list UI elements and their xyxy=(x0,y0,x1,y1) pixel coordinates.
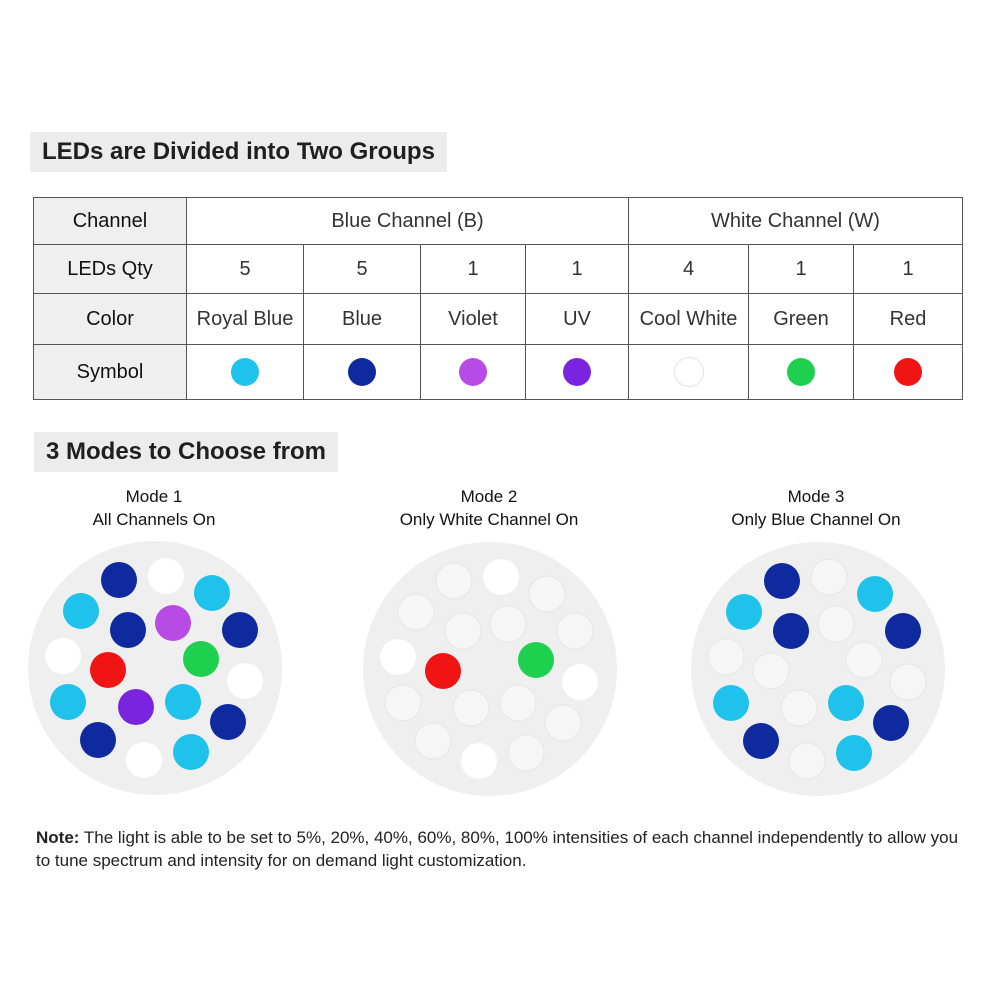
note-text: The light is able to be set to 5%, 20%, 40%, 60%, 80%, 100% intensities of each channel independently to allow you to tune spectrum and intensity for on demand light customization. xyxy=(36,828,959,870)
mode-1-title xyxy=(24,485,284,531)
led-blue xyxy=(110,612,146,648)
led-blue xyxy=(80,722,116,758)
led-off xyxy=(557,613,593,649)
color-blue: Blue xyxy=(304,294,421,345)
led-royal-blue xyxy=(836,735,872,771)
color-violet: Violet xyxy=(421,294,526,345)
led-blue xyxy=(222,612,258,648)
led-royal-blue xyxy=(194,575,230,611)
mode-3-desc: Only Blue Channel On xyxy=(731,510,901,529)
led-blue xyxy=(773,613,809,649)
led-cool-white xyxy=(461,743,497,779)
qty-uv: 1 xyxy=(526,245,629,294)
led-blue xyxy=(210,704,246,740)
cool-white-dot-icon xyxy=(675,358,703,386)
white-channel-header: White Channel (W) xyxy=(629,198,963,245)
led-off xyxy=(781,690,817,726)
mode-2-led-panel xyxy=(362,541,618,797)
led-off xyxy=(789,743,825,779)
color-cool-white: Cool White xyxy=(629,294,749,345)
qty-violet: 1 xyxy=(421,245,526,294)
mode-3-name: Mode 3 xyxy=(787,487,845,506)
table-row-symbol xyxy=(34,345,963,400)
led-off xyxy=(398,594,434,630)
row-label-qty: LEDs Qty xyxy=(34,245,187,294)
mode-1-led-panel xyxy=(27,540,283,796)
led-off xyxy=(708,639,744,675)
led-blue xyxy=(764,563,800,599)
blue-channel-header: Blue Channel (B) xyxy=(187,198,629,245)
led-off xyxy=(436,563,472,599)
table-row-channel xyxy=(34,198,963,245)
led-off xyxy=(818,606,854,642)
qty-royal-blue: 5 xyxy=(187,245,304,294)
row-label-symbol: Symbol xyxy=(34,345,187,400)
note-paragraph xyxy=(36,826,976,872)
section-heading-groups: LEDs are Divided into Two Groups xyxy=(30,132,447,172)
mode-3-title xyxy=(686,485,946,531)
led-blue xyxy=(743,723,779,759)
mode-2-title xyxy=(359,485,619,531)
table-row-color xyxy=(34,294,963,345)
led-cool-white xyxy=(227,663,263,699)
led-off xyxy=(529,576,565,612)
led-royal-blue xyxy=(63,593,99,629)
row-label-color: Color xyxy=(34,294,187,345)
led-green xyxy=(518,642,554,678)
led-blue xyxy=(885,613,921,649)
led-off xyxy=(415,723,451,759)
led-royal-blue xyxy=(50,684,86,720)
mode-2-desc: Only White Channel On xyxy=(399,510,579,529)
led-cool-white xyxy=(483,559,519,595)
qty-green: 1 xyxy=(749,245,854,294)
color-royal-blue: Royal Blue xyxy=(187,294,304,345)
mode-1-name: Mode 1 xyxy=(125,487,183,506)
color-green: Green xyxy=(749,294,854,345)
led-off xyxy=(545,705,581,741)
qty-red: 1 xyxy=(854,245,963,294)
led-blue xyxy=(873,705,909,741)
violet-dot-icon xyxy=(459,358,487,386)
red-dot-icon xyxy=(894,358,922,386)
led-royal-blue xyxy=(857,576,893,612)
led-cool-white xyxy=(148,558,184,594)
led-off xyxy=(890,664,926,700)
qty-blue: 5 xyxy=(304,245,421,294)
led-off xyxy=(445,613,481,649)
led-off xyxy=(846,642,882,678)
led-off xyxy=(753,653,789,689)
led-cool-white xyxy=(45,638,81,674)
led-royal-blue xyxy=(726,594,762,630)
led-red xyxy=(425,653,461,689)
color-red: Red xyxy=(854,294,963,345)
led-royal-blue xyxy=(173,734,209,770)
blue-dot-icon xyxy=(348,358,376,386)
led-red xyxy=(90,652,126,688)
led-cool-white xyxy=(380,639,416,675)
led-spec-table xyxy=(33,197,963,400)
mode-2-name: Mode 2 xyxy=(460,487,518,506)
led-cool-white xyxy=(562,664,598,700)
led-off xyxy=(453,690,489,726)
led-blue xyxy=(101,562,137,598)
led-off xyxy=(508,735,544,771)
led-off xyxy=(490,606,526,642)
led-cool-white xyxy=(126,742,162,778)
led-royal-blue xyxy=(713,685,749,721)
led-royal-blue xyxy=(165,684,201,720)
table-row-qty xyxy=(34,245,963,294)
qty-cool-white: 4 xyxy=(629,245,749,294)
row-label-channel: Channel xyxy=(34,198,187,245)
section-heading-modes: 3 Modes to Choose from xyxy=(34,432,338,472)
led-off xyxy=(500,685,536,721)
led-royal-blue xyxy=(828,685,864,721)
uv-dot-icon xyxy=(563,358,591,386)
led-uv xyxy=(118,689,154,725)
green-dot-icon xyxy=(787,358,815,386)
led-violet xyxy=(155,605,191,641)
led-green xyxy=(183,641,219,677)
mode-1-desc: All Channels On xyxy=(92,510,216,529)
royal-blue-dot-icon xyxy=(231,358,259,386)
mode-3-led-panel xyxy=(690,541,946,797)
led-off xyxy=(385,685,421,721)
led-off xyxy=(811,559,847,595)
color-uv: UV xyxy=(526,294,629,345)
note-label: Note: xyxy=(36,828,80,847)
